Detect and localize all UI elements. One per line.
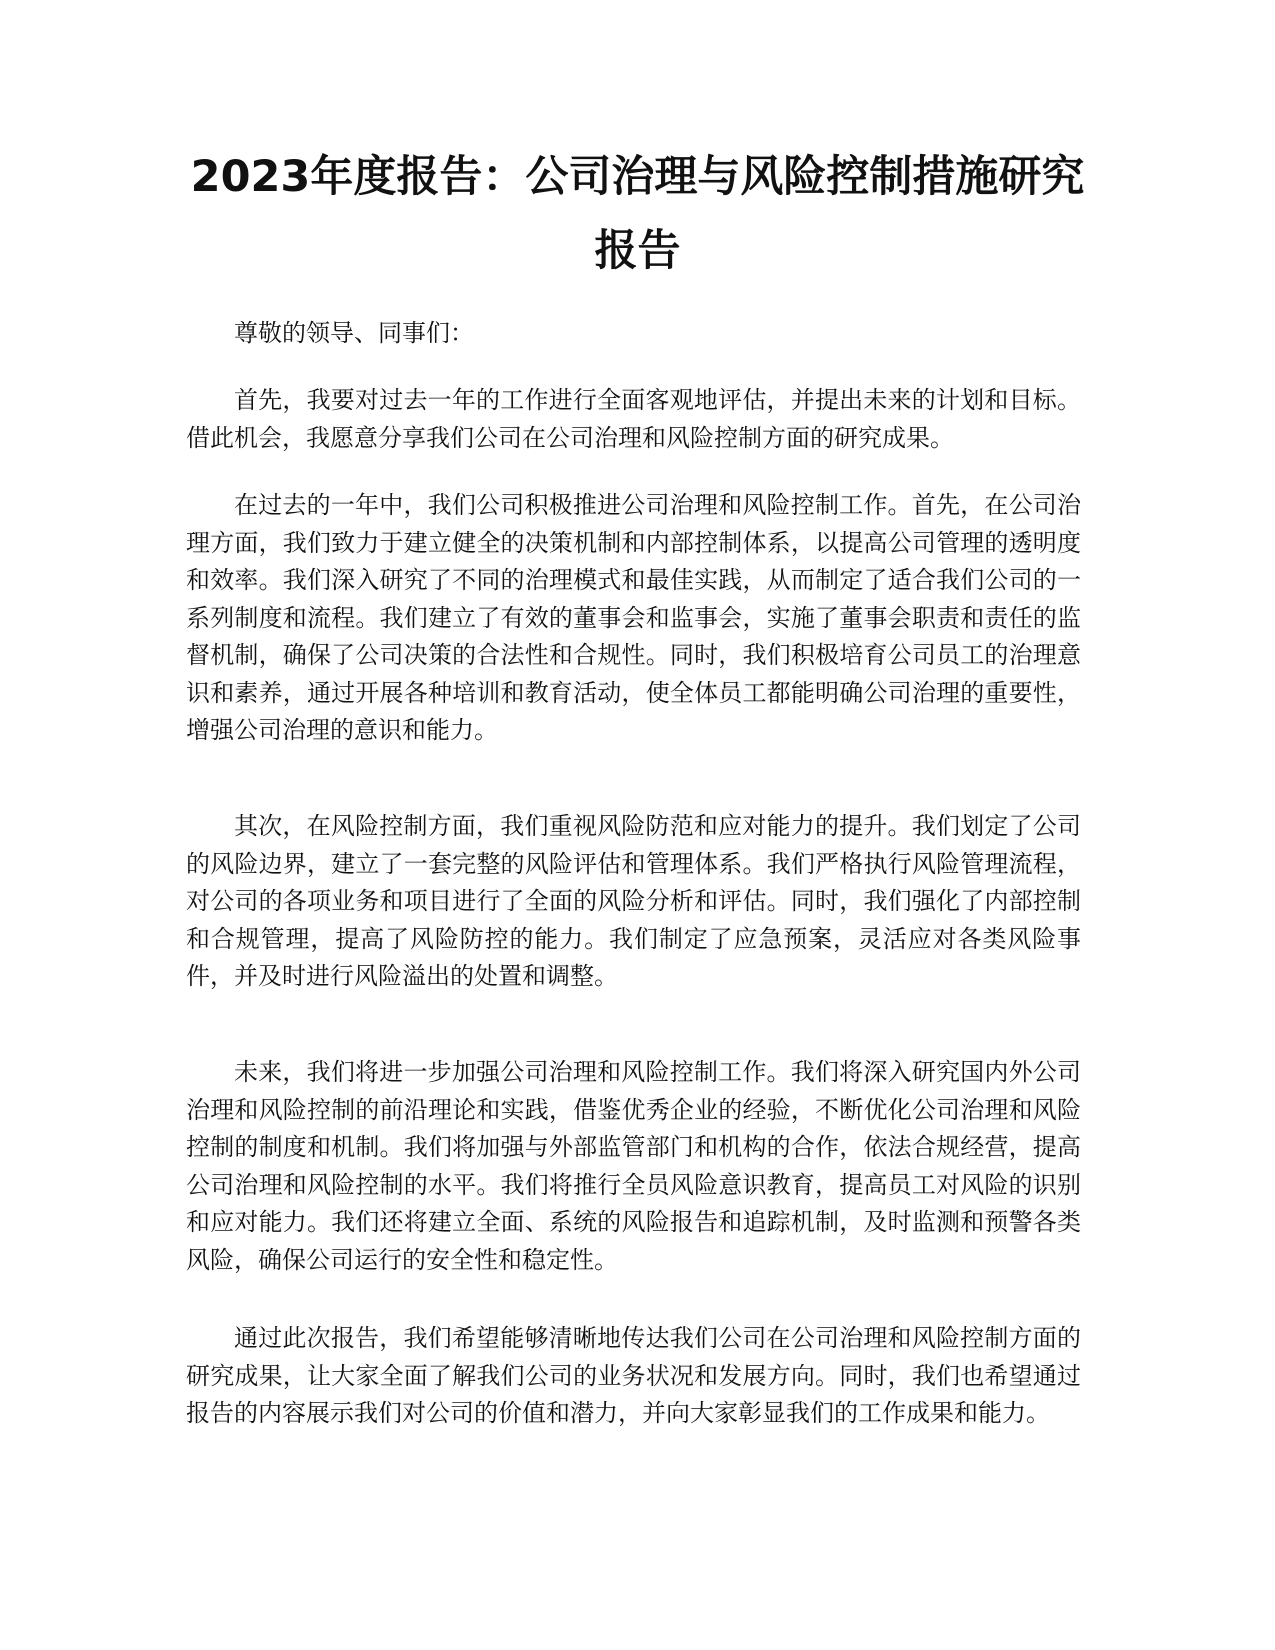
document-title: 2023年度报告：公司治理与风险控制措施研究报告	[190, 152, 1085, 276]
paragraph-2: 在过去的一年中，我们公司积极推进公司治理和风险控制工作。首先，在公司治理方面，我们致力于建立健全的决策机制和内部控制体系，以提高公司管理的透明度和效率。我们深入研究了不同的治理模式和最佳实践，从而制定了适合我们公司的一系列制度和流程。我们建立了有效的董事会和监事会，实施了董事会职责和责任的监督机制，确保了公司决策的合法性和合规性。同时，我们积极培育公司员工的治理意识和素养，通过开展各种培训和教育活动，使全体员工都能明确公司治理的重要性，增强公司治理的意识和能力。	[186, 491, 1081, 744]
paragraph-1: 首先，我要对过去一年的工作进行全面客观地评估，并提出未来的计划和目标。借此机会，我愿意分享我们公司在公司治理和风险控制方面的研究成果。	[186, 386, 1081, 452]
paragraph-5: 通过此次报告，我们希望能够清晰地传达我们公司在公司治理和风险控制方面的研究成果，让大家全面了解我们公司的业务状况和发展方向。同时，我们也希望通过报告的内容展示我们对公司的价值和潜力，并向大家彰显我们的工作成果和能力。	[186, 1324, 1081, 1427]
paragraph-3: 其次，在风险控制方面，我们重视风险防范和应对能力的提升。我们划定了公司的风险边界，建立了一套完整的风险评估和管理体系。我们严格执行风险管理流程，对公司的各项业务和项目进行了全面的风险分析和评估。同时，我们强化了内部控制和合规管理，提高了风险防控的能力。我们制定了应急预案，灵活应对各类风险事件，并及时进行风险溢出的处置和调整。	[186, 812, 1081, 990]
paragraph-4: 未来，我们将进一步加强公司治理和风险控制工作。我们将深入研究国内外公司治理和风险控制的前沿理论和实践，借鉴优秀企业的经验，不断优化公司治理和风险控制的制度和机制。我们将加强与外部监管部门和机构的合作，依法合规经营，提高公司治理和风险控制的水平。我们将推行全员风险意识教育，提高员工对风险的识别和应对能力。我们还将建立全面、系统的风险报告和追踪机制，及时监测和预警各类风险，确保公司运行的安全性和稳定性。	[186, 1058, 1081, 1274]
salutation: 尊敬的领导、同事们：	[234, 319, 474, 347]
